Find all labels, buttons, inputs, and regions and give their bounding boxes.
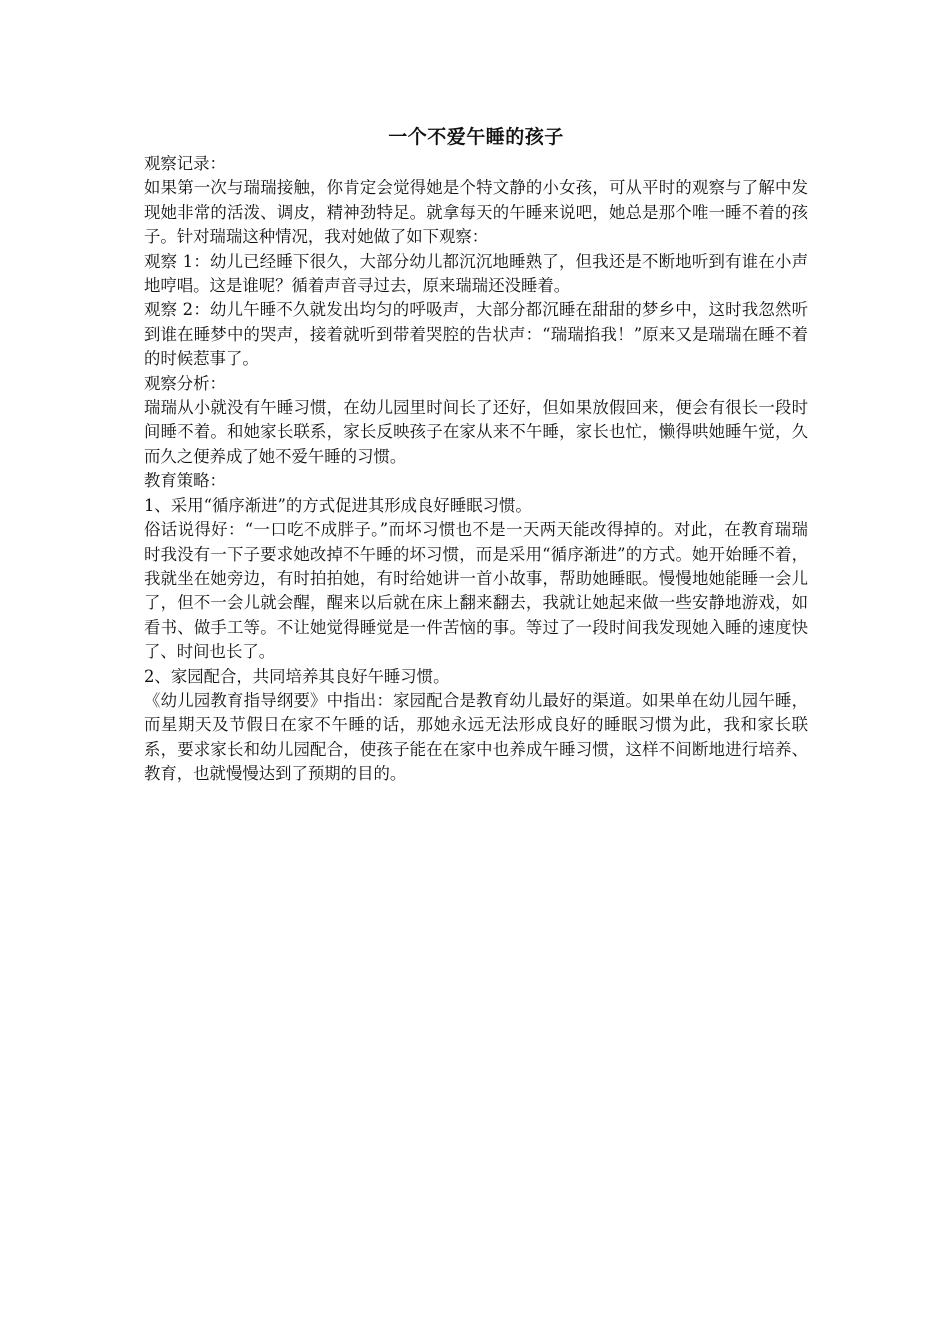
section-heading-analysis: 观察分析： xyxy=(144,373,226,393)
document-body xyxy=(144,122,808,787)
paragraph-strategy-1: 俗话说得好：“一口吃不成胖子。”而坏习惯也不是一天两天能改得掉的。对此，在教育瑞瑞时我没有一下子要求她改掉不午睡的坏习惯，而是采用“循序渐进”的方式。她开始睡不着，我就坐在她旁边，有时拍拍她，有时给她讲一首小故事，帮助她睡眠。慢慢地她能睡一会儿了，但不一会儿就会醒，醒来以后就在床上翻来翻去，我就让她起来做一些安静地游戏，如看书、做手工等。不让她觉得睡觉是一件苦恼的事。等过了一段时间我发现她入睡的速度快了、时间也长了。 xyxy=(144,520,808,662)
section-heading-observation: 观察记录： xyxy=(144,154,226,173)
paragraph-intro: 如果第一次与瑞瑞接触，你肯定会觉得她是个特文静的小女孩，可从平时的观察与了解中发现她非常的活泼、调皮，精神劲特足。就拿每天的午睡来说吧，她总是那个唯一睡不着的孩子。针对瑞瑞这种情况，我对她做了如下观察： xyxy=(144,178,808,247)
paragraph-observation-2: 观察 2：幼儿午睡不久就发出均匀的呼吸声，大部分都沉睡在甜甜的梦乡中，这时我忽然听到谁在睡梦中的哭声，接着就听到带着哭腔的告状声：“瑞瑞掐我！”原来又是瑞瑞在睡不着的时候惹事了。 xyxy=(144,300,808,369)
strategy-item-1-heading: 1、采用“循序渐进”的方式促进其形成良好睡眠习惯。 xyxy=(144,495,532,515)
section-heading-strategy: 教育策略： xyxy=(144,471,226,491)
paragraph-strategy-2: 《幼儿园教育指导纲要》中指出：家园配合是教育幼儿最好的渠道。如果单在幼儿园午睡，而星期天及节假日在家不午睡的话，那她永远无法形成良好的睡眠习惯为此，我和家长联系，要求家长和幼儿园配合，使孩子能在在家中也养成午睡习惯，这样不间断地进行培养、教育，也就慢慢达到了预期的目的。 xyxy=(144,690,808,784)
paragraph-analysis: 瑞瑞从小就没有午睡习惯，在幼儿园里时间长了还好，但如果放假回来，便会有很长一段时间睡不着。和她家长联系，家长反映孩子在家从来不午睡，家长也忙，懒得哄她睡午觉，久而久之便养成了她不爱午睡的习惯。 xyxy=(144,398,808,466)
paragraph-observation-1: 观察 1：幼儿已经睡下很久，大部分幼儿都沉沉地睡熟了，但我还是不断地听到有谁在小声地哼唱。这是谁呢？循着声音寻过去，原来瑞瑞还没睡着。 xyxy=(144,251,808,296)
strategy-item-2-heading: 2、家园配合，共同培养其良好午睡习惯。 xyxy=(144,666,450,686)
document-title: 一个不爱午睡的孩子 xyxy=(388,126,564,148)
